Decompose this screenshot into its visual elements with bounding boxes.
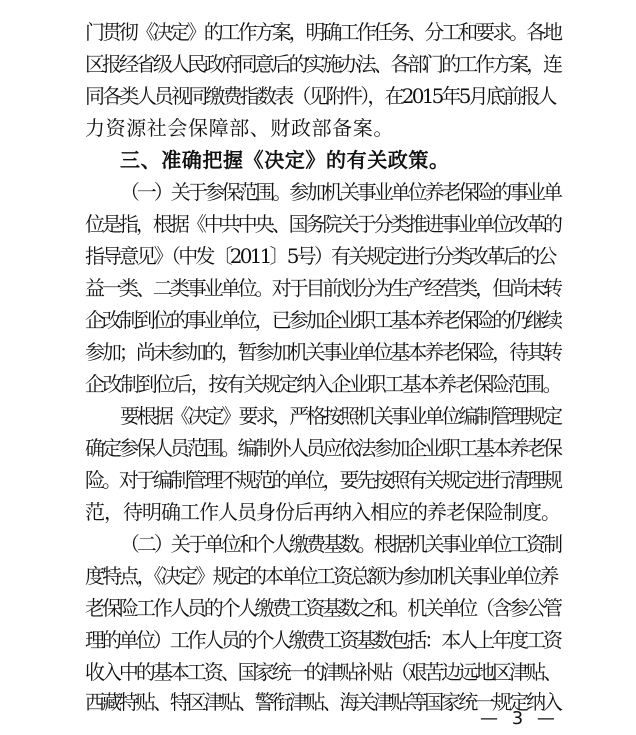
text-line: 指导意见》（中发〔2011〕5号）有关规定进行分类改革后的公 [85,244,555,268]
text-line: 区报经省级人民政府同意后的实施办法、各部门的工作方案，连 [85,52,560,76]
text-line: 确定参保人员范围。编制外人员应依法参加企业职工基本养老保 [85,436,560,460]
text-line: 门贯彻《决定》的工作方案，明确工作任务、分工和要求。各地 [85,20,560,44]
section-heading: 三、准确把握《决定》的有关政策。 [120,148,450,172]
text-line: 老保险工作人员的个人缴费工资基数之和。机关单位（含参公管 [85,596,560,620]
page-number: — 3 — [480,708,559,729]
text-line: 同各类人员视同缴费指数表（见附件），在2015年5月底前报人 [85,84,555,108]
text-line: （二）关于单位和个人缴费基数。根据机关事业单位工资制 [120,532,560,556]
text-line: 收入中的基本工资、国家统一的津贴补贴（艰苦边远地区津贴、 [85,660,560,684]
text-line: 企改制到位的事业单位，已参加企业职工基本养老保险的仍继续 [85,308,560,332]
text-line: 位是指，根据《中共中央、国务院关于分类推进事业单位改革的 [85,212,560,236]
text-line: 参加；尚未参加的，暂参加机关事业单位基本养老保险，待其转 [85,340,560,364]
text-line: 益一类、二类事业单位。对于目前划分为生产经营类，但尚未转 [85,276,560,300]
text-line: 西藏特贴、特区津贴、警衔津贴、海关津贴等国家统一规定纳入 [85,690,560,714]
text-line: 险。对于编制管理不规范的单位，要先按照有关规定进行清理规 [85,468,560,492]
text-line: 企改制到位后，按有关规定纳入企业职工基本养老保险范围。 [85,372,561,396]
text-line: 要根据《决定》要求，严格按照机关事业单位编制管理规定 [120,404,560,428]
text-line: 力资源社会保障部、财政部备案。 [85,116,394,140]
text-line: 度特点，《决定》规定的本单位工资总额为参加机关事业单位养 [85,564,557,588]
text-line: 范，待明确工作人员身份后再纳入相应的养老保险制度。 [85,500,560,524]
text-line: （一）关于参保范围。参加机关事业单位养老保险的事业单 [120,180,560,204]
text-line: 理的单位）工作人员的个人缴费工资基数包括：本人上年度工资 [85,628,560,652]
